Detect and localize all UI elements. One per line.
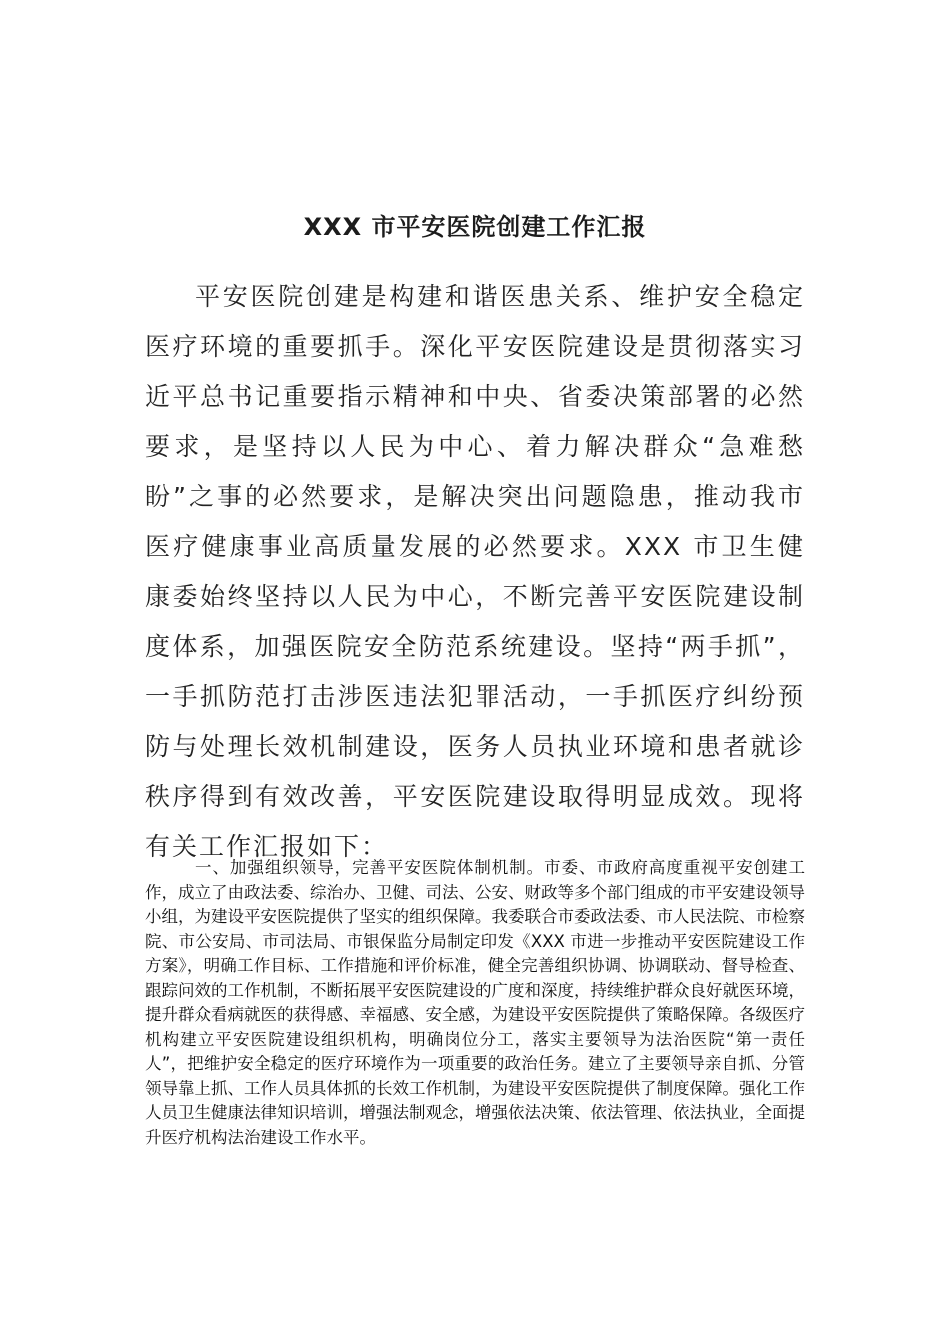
document-title [0,212,950,242]
intro-paragraph: 平安医院创建是构建和谐医患关系、维护安全稳定医疗环境的重要抓手。深化平安医院建设是贯彻落实习近平总书记重要指示精神和中央、省委决策部署的必然要求，是坚持以人民为中心、着力解决群众“急难愁盼”之事的必然要求，是解决突出问题隐患，推动我市医疗健康事业高质量发展的必然要求。XXX 市卫生健康委始终坚持以人民为中心，不断完善平安医院建设制度体系，加强医院安全防范系统建设。坚持“两手抓”，一手抓防范打击涉医违法犯罪活动，一手抓医疗纠纷预防与处理长效机制建设，医务人员执业环境和患者就诊秩序得到有效改善，平安医院建设取得明显成效。现将有关工作汇报如下： [145,282,805,861]
title-prefix: XXX [303,213,363,242]
section-one-paragraph: 一、加强组织领导，完善平安医院体制机制。市委、市政府高度重视平安创建工作，成立了由政法委、综治办、卫健、司法、公安、财政等多个部门组成的市平安建设领导小组，为建设平安医院提供了坚实的组织保障。我委联合市委政法委、市人民法院、市检察院、市公安局、市司法局、市银保监分局制定印发《XXX 市进一步推动平安医院建设工作方案》，明确工作目标、工作措施和评价标准，健全完善组织协调、协调联动、督导检查、跟踪问效的工作机制，不断拓展平安医院建设的广度和深度，持续维护群众良好就医环境，提升群众看病就医的获得感、幸福感、安全感，为建设平安医院提供了策略保障。各级医疗机构建立平安医院建设组织机构，明确岗位分工，落实主要领导为法治医院“第一责任人”，把维护安全稳定的医疗环境作为一项重要的政治任务。建立了主要领导亲自抓、分管领导靠上抓、工作人员具体抓的长效工作机制，为建设平安医院提供了制度保障。强化工作人员卫生健康法律知识培训，增强法制观念，增强依法决策、依法管理、依法执业，全面提升医疗机构法治建设工作水平。 [145,858,805,1147]
title-main: 市平安医院创建工作汇报 [371,213,647,242]
